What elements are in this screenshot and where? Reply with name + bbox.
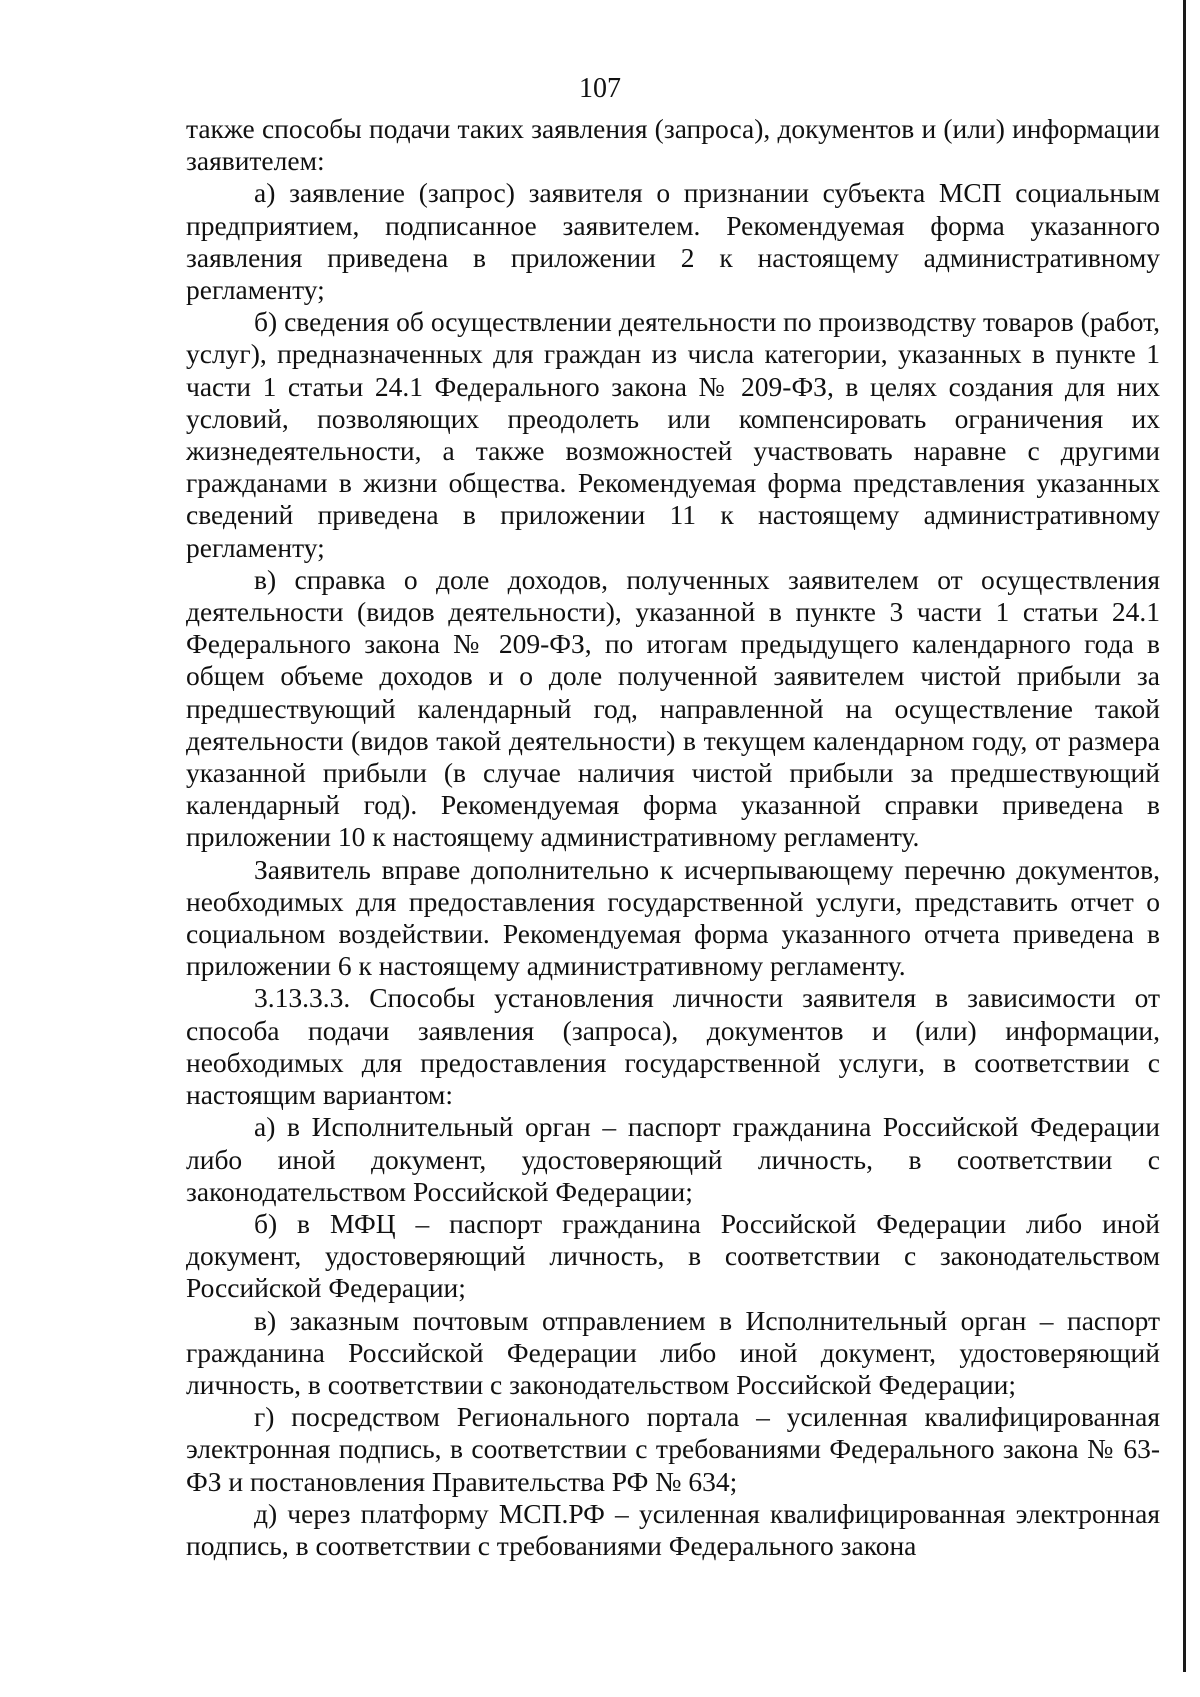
paragraph-identity-d-msp-platform: д) через платформу МСП.РФ – усиленная квалифицированная электронная подпись, в соответствии с требованиями Федерального закона [186, 1497, 1160, 1561]
paragraph-intro: также способы подачи таких заявления (запроса), документов и (или) информации заявителем: [186, 113, 1160, 177]
paragraph-item-a-application: а) заявление (запрос) заявителя о признании субъекта МСП социальным предприятием, подписанное заявителем. Рекомендуемая форма указанного заявления приведена в приложении 2 к настоящему административному регламенту; [186, 177, 1160, 306]
paragraph-item-v-income-certificate: в) справка о доле доходов, полученных заявителем от осуществления деятельности (видов деятельности), указанной в пункте 3 части 1 статьи 24.1 Федерального закона № 209-ФЗ, по итогам предыдущего календарного года в общем объеме доходов и о доле полученной заявителем чистой прибыли за предшествующий календарный год, направленной на осуществление такой деятельности (видов такой деятельности) в текущем календарном году, от размера указанной прибыли (в случае наличия чистой прибыли за предшествующий календарный год). Рекомендуемая форма указанной справки приведена в приложении 10 к настоящему административному регламенту. [186, 563, 1160, 853]
paragraph-item-b-activity-info: б) сведения об осуществлении деятельности по производству товаров (работ, услуг), предназначенных для граждан из числа категории, указанных в пункте 1 части 1 статьи 24.1 Федерального закона № 209-ФЗ, в целях создания для них условий, позволяющих преодолеть или компенсировать ограничения их жизнедеятельности, а также возможностей участвовать наравне с другими гражданами в жизни общества. Рекомендуемая форма представления указанных сведений приведена в приложении 11 к настоящему административному регламенту; [186, 306, 1160, 563]
scan-edge-line [1183, 0, 1186, 1672]
paragraph-identity-b-mfc: б) в МФЦ – паспорт гражданина Российской Федерации либо иной документ, удостоверяющий личность, в соответствии с законодательством Российской Федерации; [186, 1207, 1160, 1304]
paragraph-identity-methods: 3.13.3.3. Способы установления личности заявителя в зависимости от способа подачи заявления (запроса), документов и (или) информации, необходимых для предоставления государственной услуги, в соответствии с настоящим вариантом: [186, 982, 1160, 1111]
paragraph-identity-g-regional-portal: г) посредством Регионального портала – усиленная квалифицированная электронная подпись, в соответствии с требованиями Федерального закона № 63-ФЗ и постановления Правительства РФ № 634; [186, 1401, 1160, 1497]
paragraph-social-impact-report: Заявитель вправе дополнительно к исчерпывающему перечню документов, необходимых для предоставления государственной услуги, представить отчет о социальном воздействии. Рекомендуемая форма указанного отчета приведена в приложении 6 к настоящему административному регламенту. [186, 853, 1160, 982]
page-number: 107 [579, 73, 621, 104]
document-body [186, 113, 1160, 1562]
paragraph-identity-v-postal: в) заказным почтовым отправлением в Исполнительный орган – паспорт гражданина Российской Федерации либо иной документ, удостоверяющий личность, в соответствии с законодательством Российской Федерации; [186, 1304, 1160, 1400]
paragraph-identity-a-executive-body: а) в Исполнительный орган – паспорт гражданина Российской Федерации либо иной документ, удостоверяющий личность, в соответствии с законодательством Российской Федерации; [186, 1111, 1160, 1207]
